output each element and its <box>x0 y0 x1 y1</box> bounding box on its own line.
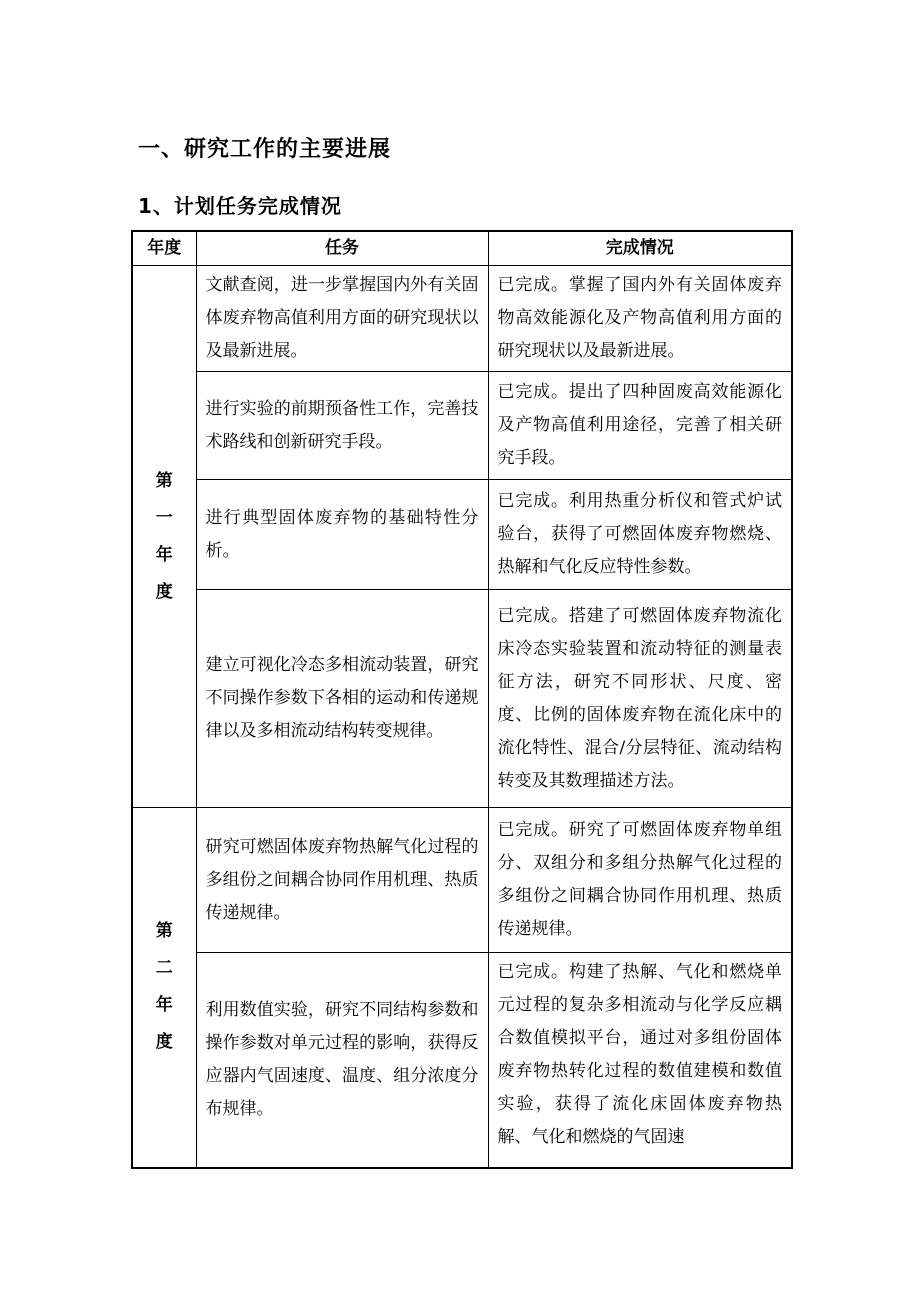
status-cell: 已完成。利用热重分析仪和管式炉试验台，获得了可燃固体废弃物燃烧、热解和气化反应特性参数。 <box>488 480 792 590</box>
year-cell-second <box>132 808 196 1168</box>
status-cell: 已完成。研究了可燃固体废弃物单组分、双组分和多组分热解气化过程的多组份之间耦合协同作用机理、热质传递规律。 <box>488 808 792 953</box>
task-cell: 进行典型固体废弃物的基础特性分析。 <box>196 480 488 590</box>
table-row <box>132 372 792 480</box>
task-cell: 进行实验的前期预备性工作，完善技术路线和创新研究手段。 <box>196 372 488 480</box>
status-cell: 已完成。提出了四种固废高效能源化及产物高值利用途径，完善了相关研究手段。 <box>488 372 792 480</box>
table-row <box>132 266 792 372</box>
subsection-heading: 1、计划任务完成情况 <box>138 194 342 218</box>
task-cell: 研究可燃固体废弃物热解气化过程的多组份之间耦合协同作用机理、热质传递规律。 <box>196 808 488 953</box>
section-heading: 一、研究工作的主要进展 <box>138 137 392 162</box>
task-cell: 文献查阅，进一步掌握国内外有关固体废弃物高值利用方面的研究现状以及最新进展。 <box>196 266 488 372</box>
table-row <box>132 808 792 953</box>
status-cell: 已完成。掌握了国内外有关固体废弃物高效能源化及产物高值利用方面的研究现状以及最新进展。 <box>488 266 792 372</box>
header-status: 完成情况 <box>488 231 792 266</box>
year-label: 第二年度 <box>155 921 173 1053</box>
plan-task-table <box>131 230 793 1169</box>
table-row <box>132 590 792 808</box>
year-cell-first <box>132 266 196 808</box>
status-cell: 已完成。搭建了可燃固体废弃物流化床冷态实验装置和流动特征的测量表征方法，研究不同形状、尺度、密度、比例的固体废弃物在流化床中的流化特性、混合/分层特征、流动结构转变及其数理描述方法。 <box>488 590 792 808</box>
table-row <box>132 480 792 590</box>
task-cell: 建立可视化冷态多相流动装置，研究不同操作参数下各相的运动和传递规律以及多相流动结构转变规律。 <box>196 590 488 808</box>
header-task: 任务 <box>196 231 488 266</box>
task-cell: 利用数值实验，研究不同结构参数和操作参数对单元过程的影响，获得反应器内气固速度、温度、组分浓度分布规律。 <box>196 953 488 1168</box>
table-row <box>132 953 792 1168</box>
status-cell: 已完成。构建了热解、气化和燃烧单元过程的复杂多相流动与化学反应耦合数值模拟平台，通过对多组份固体废弃物热转化过程的数值建模和数值实验，获得了流化床固体废弃物热解、气化和燃烧的气固速 <box>488 953 792 1168</box>
header-year: 年度 <box>132 231 196 266</box>
table-header-row <box>132 231 792 266</box>
year-label: 第一年度 <box>155 470 173 602</box>
